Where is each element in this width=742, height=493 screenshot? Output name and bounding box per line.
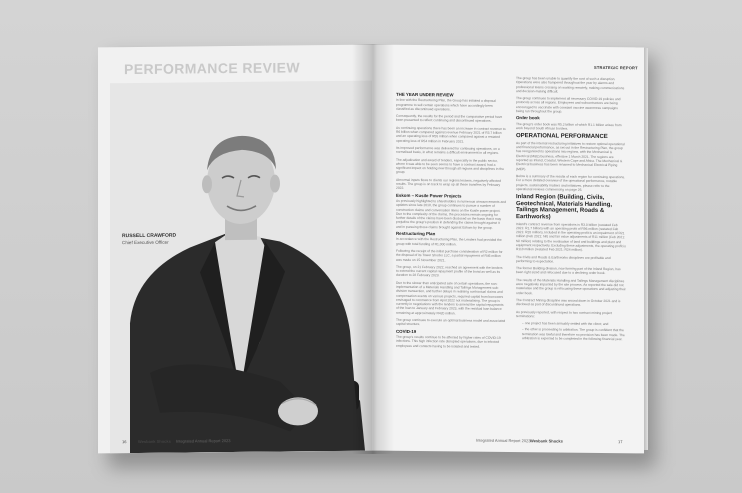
footer-report: Integrated Annual Report 2023 — [176, 438, 231, 444]
paragraph: The group continues to execute an optimal business model and associated capital structure. — [396, 317, 506, 327]
section-header: STRATEGIC REPORT — [594, 64, 638, 71]
paragraph: Consequently, the results for the period and the comparative period have been presented to reflect continuing and discontinued operations. — [396, 114, 503, 124]
paragraph: The group's order book was R5.2 billion of which R1.1 billion arises from work beyond South African borders. — [516, 121, 622, 131]
right-page — [372, 45, 644, 454]
left-page — [98, 45, 372, 454]
paragraph: The group continues to implement all necessary COVID-19 policies and protocols across all regions. Employees and subcontractors are being encouraged to vaccinate with constant vaccine awareness campaigns being run throughout the group. — [516, 96, 621, 114]
paragraph: In accordance with the Restructuring Plan, the Lenders had provided the group with total funding of R1,000 million. — [396, 237, 502, 247]
caption-title: Chief Executive Officer — [122, 239, 169, 246]
paragraph: Abnormal inputs flows to clients our regions lessens, negatively affected results. The group is on track to wrap up all these transfers by February 2022. — [396, 177, 501, 191]
paragraph: The former Building division, now forming part of the Inland Region, has been right sized and refocused due to a declining order book. — [516, 266, 621, 276]
paragraph: As continuing operations there has been an increase in contract revenue to R6 billion when compared against revenue February 2021 of R3.7 billion and an operating loss of R55 million when compared against a restated operating loss of R54 million in February 2021. — [396, 125, 506, 144]
paragraph: Below is a summary of the results of each region for continuing operations. For a more detailed overview of the operational performance, notable projects, sustainability matters and initiatives, please refer to the operational reviews commencing on page 26. — [516, 174, 626, 192]
bullet-item: – the other is proceeding to arbitration. The group is confident that the termination was lawful and therefore no provision has been made. The arbitration is expected to be completed in the following financial year. — [522, 328, 626, 342]
paragraph: Due to the slower than anticipated sale of certain operations, the non-implementation of a Materials Handling and Tailings Management sub-division transaction, and further delays in realising contractual claims and compensation events on various projects, required capital from borrowers envisaged to commence from April 2022 not materialising. The group is currently in negotiations with the lenders to amend the capital repayments of the loan to January and February 2023, with the residual loan balance remaining at approximately R420 million. — [396, 280, 504, 316]
paragraph: Inland's contract revenue from operations is R3.0 billion (restated Feb 2021: R1.7 billion) with an operating profit of R96 million (restated Feb 2021: R28 million). Included in the operating profit is an impairment of R21 million (Feb 2021: Nil) and fair value adjustments of R11 million (Feb 2021: Nil million) relating to the revaluation of land and buildings and plant and equipment respectively. Excluding these adjustments, the operating profit is R118 million (restated Feb 2021: R24 million). — [516, 221, 626, 253]
footer-page-number: 16 — [122, 439, 127, 445]
paragraph: Its improved performance was delivered for continuing operations, on a normalised basis, in what remains a difficult environment in all regions. — [396, 145, 500, 156]
portrait-illustration — [110, 81, 372, 454]
paragraph: As part of the internal restructuring initiatives to restore optimal operational and financial performance, as set out in the Restructuring Plan, the group has reorganised its operations into regions, with the Mechanical & Electrical (M&E) business, effective 1 March 2021. The regions are reported as Inland, Coastal, Western Cape and Africa. The Mechanical & Electrical business has been renamed to Mechanical Electrical Piping (MEP). — [516, 140, 625, 171]
paragraph: The adjudication and award of tenders, especially in the public sector, where it was able to be seen seems to have a contract award, had a significant impact on holding new through all regions and disciplines in the group. — [396, 157, 504, 175]
footer-page-number: 17 — [618, 439, 623, 445]
paragraph: Following the receipt of the initial purchase consideration of R2 million for the disposal of its Tower Shocks LLC, a partial repayment of R46 million was made on 15 November 2021. — [396, 248, 503, 262]
text-column-1 — [396, 91, 506, 352]
paragraph: As previously highlighted to shareholders in numerous announcements and updates since late 2018, the group continues to pursue a number of construction claims and conversation items on the Kusile power project. Due to the complexity of the claims, the processes remain ongoing for further details of the claims have been disclosed on the basis that it may prejudice the group's position in defending the claims brought against it and in pursuing those claims brought against Eskom by the group. — [396, 198, 506, 230]
text-column-2 — [516, 76, 626, 343]
footer-brand: Wesbank Shocks — [530, 438, 563, 444]
paragraph: In line with the Restructuring Plan, the Group has initiated a disposal programme to sell certain operations which have accordingly been classified as discontinued operations. — [396, 98, 496, 112]
paragraph: The group has been unable to quantify the cost of such a disruption. Operations were also hampered throughout the year by alarms and professional teams crossing on working remotely, making communications and decision-making difficult. — [516, 76, 625, 94]
bullet-item: – one project has been amicably settled with the client; and — [522, 321, 626, 326]
heading: THE YEAR UNDER REVIEW — [396, 91, 454, 98]
paragraph: The group, on 21 February 2022, reached an agreement with the lenders to extend the current capital repayment profile of the bond as well as its duration to 28 February 2023. — [396, 264, 503, 278]
footer-brand: Wesbank Shocks — [138, 438, 171, 445]
caption-name: RUSSELL CRAWFORD — [122, 232, 177, 240]
heading: COVID-19 — [396, 328, 417, 334]
page-edge — [644, 48, 648, 450]
portrait-photo — [110, 81, 372, 454]
paragraph: The group's results continue to be affected by higher rates of COVID-19 infections. This high infection rate disrupted operations, due to infected employees and contacts having to be isolated and tested. — [396, 334, 501, 349]
paragraph: The Contract Mining discipline was wound down in October 2021 and is disclosed as part of discontinued operations. — [516, 298, 621, 308]
heading: Restructuring Plan — [396, 230, 436, 237]
heading: Inland Region (Building, Civils, Geotechnical, Materials Handling, Tailings Management, Roads & Earthworks) — [516, 194, 613, 221]
heading: OPERATIONAL PERFORMANCE — [516, 133, 608, 141]
paragraph: The Civils and Roads & Earthworks disciplines are profitable and performing to expectation. — [516, 254, 611, 264]
heading: Order book — [516, 115, 540, 121]
paragraph: The results of the Materials Handling and Tailings Management disciplines were negatively impacted by the site process. As reported the sale did not materialise and the group is refocusing these operations and adjusting their order book. — [516, 277, 626, 295]
footer-report: Integrated Annual Report 2023 — [476, 437, 531, 444]
paragraph: As previously reported, with respect to two contract mining project terminations: — [516, 309, 613, 319]
heading: Eskom – Kusile Power Projects — [396, 192, 462, 199]
page-title: PERFORMANCE REVIEW — [124, 59, 300, 78]
